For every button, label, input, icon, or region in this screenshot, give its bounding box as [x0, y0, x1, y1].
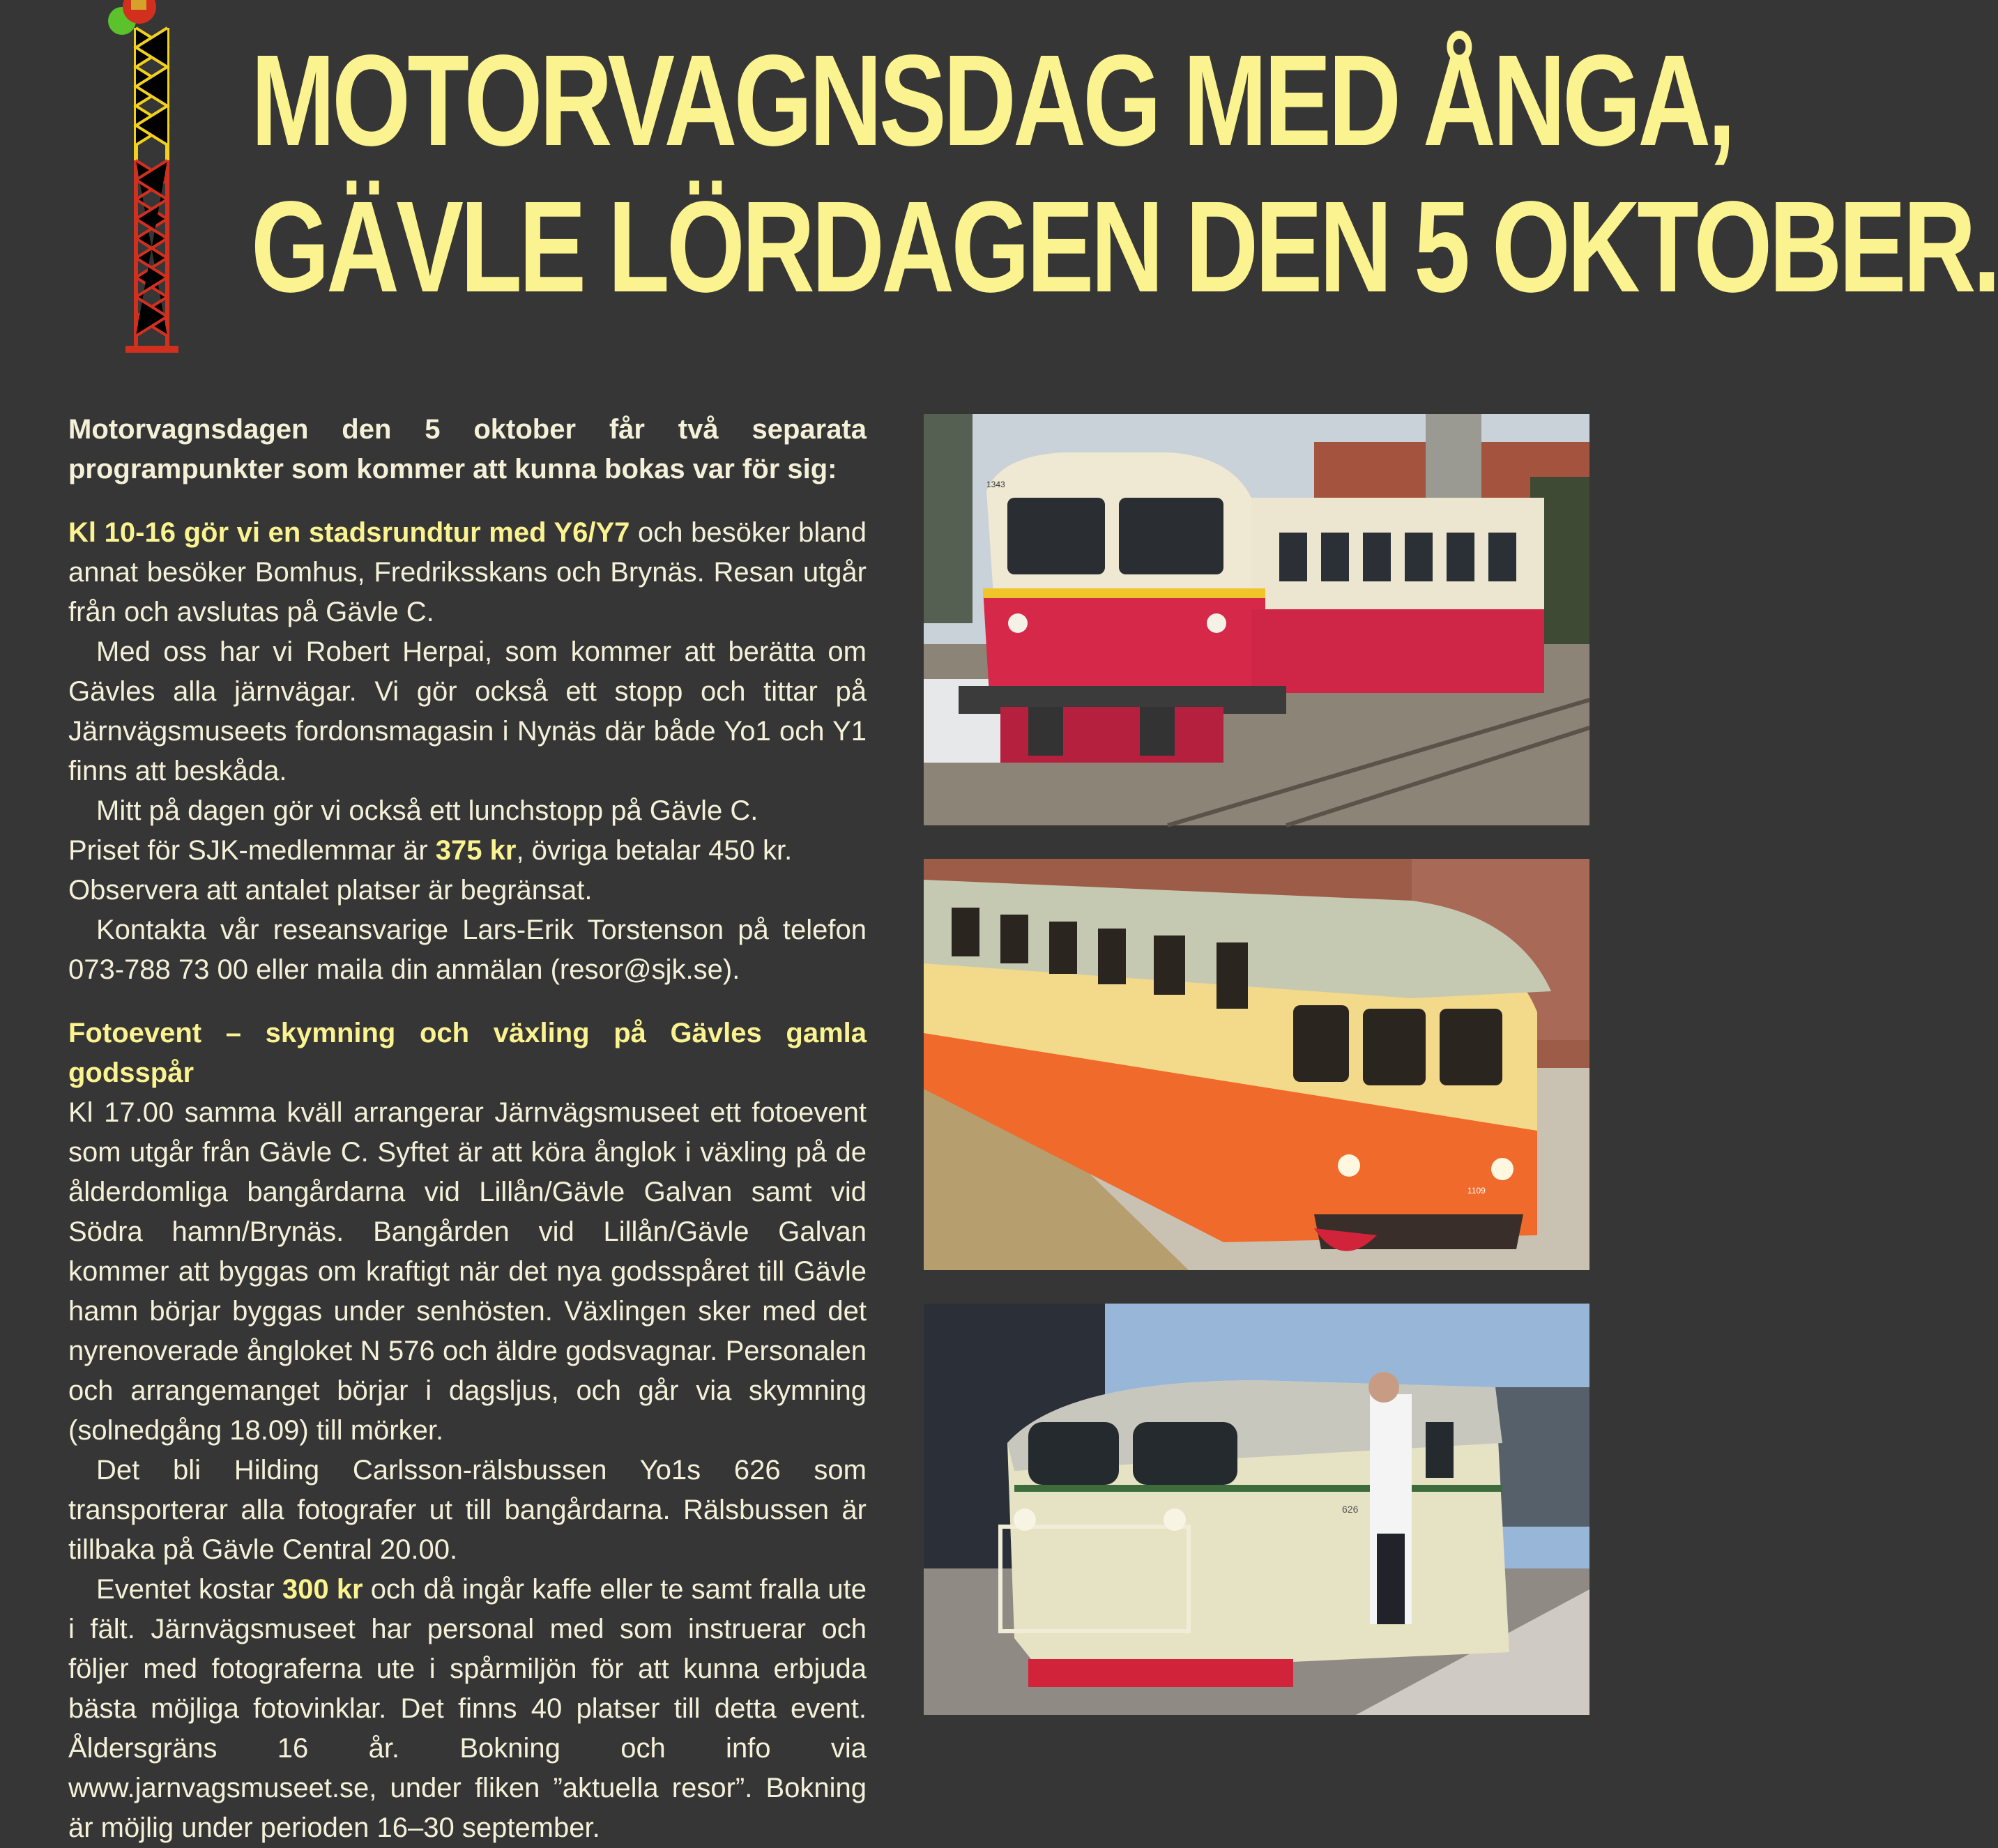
photo-event-paragraph-2: Det bli Hilding Carlsson-rälsbussen Yo1s 626 som transporterar alla fotografer ut till bangårdarna. Rälsbussen är tillbaka på Gävle Central 20.00.	[68, 1455, 867, 1565]
tour-text: och besöker bland annat besöker Bomhus, Fredriksskans och Brynäs. Resan utgår från och avslutas på Gävle C.	[68, 517, 867, 627]
intro-paragraph: Motorvagnsdagen den 5 oktober får två separata programpunkter som kommer att kunna bokas var för sig:	[68, 414, 867, 484]
page-title	[251, 28, 1998, 321]
tour-note: Observera att antalet platser är begränsat.	[68, 875, 593, 906]
photo-orange-railcar	[924, 859, 1589, 1270]
photo-event-title: Fotoevent – skymning och växling på Gävles gamla godsspår	[68, 1018, 867, 1088]
railcar-number-label: 1109	[1467, 1186, 1486, 1196]
article-body	[68, 410, 867, 1848]
photo-event-price-pre: Eventet kostar	[96, 1574, 282, 1605]
railcar-number-label: 1343	[986, 480, 1005, 489]
photo-event-paragraph-3	[68, 1570, 867, 1848]
tour-price-paragraph	[68, 831, 867, 871]
headline-line-1: MOTORVAGNSDAG MED ÅNGA,	[251, 29, 1733, 173]
tour-guide-paragraph: Med oss har vi Robert Herpai, som kommer att berätta om Gävles alla järnvägar. Vi gör också ett stopp och tittar på Järnvägsmuseets fordonsmagasin i Nynäs där både Yo1 och Y1 finns att beskåda.	[68, 636, 867, 786]
railway-signal-icon	[98, 0, 195, 356]
tour-lunch-paragraph: Mitt på dagen gör vi också ett lunchstopp på Gävle C.	[96, 795, 758, 826]
tour-contact: Kontakta vår reseansvarige Lars-Erik Torstenson på telefon 073-788 73 00 eller maila din anmälan (resor@sjk.se).	[68, 915, 867, 985]
tour-price: 375 kr	[435, 835, 517, 866]
tour-price-post: , övriga betalar 450 kr.	[516, 835, 793, 866]
photo-red-railcar	[924, 414, 1589, 825]
railbus-number-label: 626	[1342, 1504, 1359, 1515]
photo-cream-railbus	[924, 1304, 1589, 1715]
headline-line-2: GÄVLE LÖRDAGEN DEN 5 OKTOBER.	[251, 175, 1998, 319]
tour-price-pre: Priset för SJK-medlemmar är	[68, 835, 436, 866]
tour-lead: Kl 10-16 gör vi en stadsrundtur med Y6/Y7	[68, 517, 630, 548]
photo-event-paragraph-1: Kl 17.00 samma kväll arrangerar Järnvägsmuseet ett fotoevent som utgår från Gävle C. Syftet är att köra ånglok i växling på de ålderdomliga bangårdarna vid Lillån/Gävle Galvan samt vid Södra hamn/Brynäs. Bangården vid Lillån/Gävle Galvan kommer att byggas om kraftigt när det nya godsspåret till Gävle hamn börjar byggas under senhösten. Växlingen sker med det nyrenoverade ångloket N 576 och äldre godsvagnar. Personalen och arrangemanget börjar i dagsljus, och går via skymning (solnedgång 18.09) till mörker.	[68, 1097, 867, 1446]
tour-paragraph	[68, 513, 867, 632]
photo-event-text: och då ingår kaffe eller te samt fralla ute i fält. Järnvägsmuseet har personal med som instruerar och följer med fotograferna ute i spårmiljön för att kunna erbjuda bästa möjliga fotovinklar. Det finns 40 platser till detta event. Åldersgräns 16 år. Bokning och info via www.jarnvagsmuseet.se, under fliken ”aktuella resor”. Bokning är möjlig under perioden 16–30 september.	[68, 1574, 867, 1843]
photo-event-price: 300 kr	[282, 1574, 363, 1605]
